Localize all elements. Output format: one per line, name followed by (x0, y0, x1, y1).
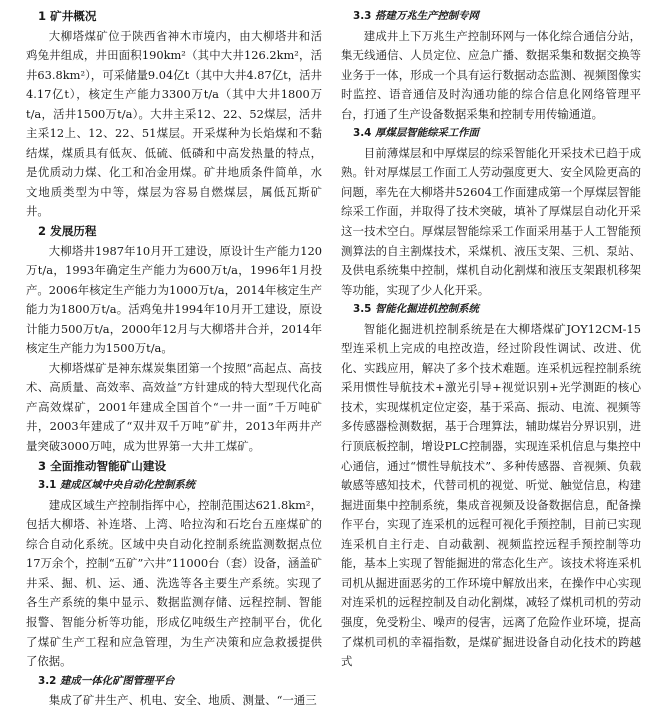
section-2-paragraph-2: 大柳塔煤矿是神东煤炭集团第一个按照“高起点、高技术、高质量、高效率、高效益”方针建成的特大型现代化高产高效煤矿，2001年建成全国首个“一井一面”千万吨矿井，2003年建成了“双井双千万吨”矿井，2013年两井产量突破3000万吨，成为世界第一大井工煤矿。 (26, 360, 322, 454)
section-1-heading: 1 矿井概况 (38, 9, 97, 23)
section-2-paragraph-1: 大柳塔井1987年10月开工建设，原设计生产能力120万t/a，1993年确定生产能力为600万t/a，1996年1月投产。2006年核定生产能力为1000万t/a，2014年核定生产能力为1800万t/a。活鸡兔井1994年10月开工建设，原设计能力500万t/a，2000年12月与大柳塔井合并，2014年核定生产能力为1500万t/a。 (26, 243, 322, 356)
section-2-heading: 2 发展历程 (38, 224, 97, 239)
section-3-4-number: 3.4 (353, 127, 372, 140)
section-3-5-paragraph: 智能化掘进机控制系统是在大柳塔煤矿JOY12CM-15型连采机上完成的电控改造，经过阶段性调试、改进、优化、实践应用，解决了多个技术难题。连采机远程控制系统采用惯性导航技术+激光引导+视觉识别+光学测距的核心技术，实现煤机定位定姿，基于采高、振动、电流、视频等多传感器检测数据，基于合理算法，辅助煤岩分界识别，进行顶底板控制，增设PLC控制器，实现连采机信息与集控中心通信，通过“惯性导航技术”、多种传感器、音视频、负载敏感等感知技术，代替司机的视觉、听觉、触觉信息，构建掘进面集中控制系统，集成音视频及设备数据信息，配备操作平台，实现了连采机的远程可视化手预控制，目前已实现连采机自主行走、自动截割、视频监控远程手预控制等功能，基本上实现了智能掘进的常态化生产。该技术将连采机司机从掘进面恶劣的工作环境中解放出来，在操作中心实现对连采机的远程控制及自动化割煤，减轻了煤机司机的劳动强度，免受粉尘、噪声的侵害，远离了危险作业环境，提高了煤机司机的幸福指数，是煤矿掘进设备自动化技术的跨越式 (341, 321, 641, 669)
section-3-4-title: 厚煤层智能综采工作面 (375, 127, 479, 140)
section-3-2-number: 3.2 (38, 674, 57, 687)
section-3-4-paragraph: 目前薄煤层和中厚煤层的综采智能化开采技术已趋于成熟。针对厚煤层工作面工人劳动强度更大、安全风险更高的问题，率先在大柳塔井52604工作面建成第一个厚煤层智能综采工作面，并取得了技术突破，填补了厚煤层自动化开采这一技术空白。厚煤层智能综采工作面采用基于人工智能预测算法的自主割煤技术，采煤机、液压支架、三机、泵站、及供电系统集中控制，煤机自动化割煤和液压支架跟机移架等功能，实现了少人化开采。 (341, 145, 641, 297)
section-3-5-heading (341, 300, 641, 320)
section-3-1-paragraph: 建成区域生产控制指挥中心，控制范围达621.8km²，包括大柳塔、补连塔、上湾、哈拉沟和石圪台五座煤矿的综合自动化系统。区域中央自动化控制系统监测数据点位17万余个，控制“五矿”六井”11000台（套）设备，涵盖矿井采、掘、机、运、通、洗选等各主要生产系统。实现了各生产系统的集中显示、数据监测存储、远程控制、智能报警、智能分析等功能，形成亿吨级生产控制平台，优化了煤矿生产工程和应急管理，为生产决策和应急救援提供了依据。 (26, 497, 323, 669)
section-3-3-title: 搭建万兆生产控制专网 (375, 10, 479, 22)
section-3-1-number: 3.1 (38, 479, 57, 492)
section-3-1-heading (26, 476, 322, 496)
section-3-3-number: 3.3 (353, 10, 372, 22)
section-3-5-title: 智能化掘进机控制系统 (375, 303, 479, 316)
section-3-5-number: 3.5 (353, 303, 372, 316)
section-3-2-title: 建成一体化矿图管理平台 (60, 674, 175, 687)
left-column (26, 7, 322, 711)
section-3-3-heading (341, 7, 641, 27)
section-3-1-title: 建成区域中央自动化控制系统 (60, 479, 196, 492)
section-1-paragraph: 大柳塔煤矿位于陕西省神木市境内，由大柳塔井和活鸡兔井组成，井田面积190km²（其中大井126.2km²，活井63.8km²），可采储量9.04亿t（其中大井4.87亿t，活井4.17亿t），核定生产能力3300万t/a（其中大井1800万t/a，活井1500万t/a）。大井主采12、22、52煤层，活井主采12上、12、22、51煤层。开采煤种为长焰煤和不黏结煤，煤质具有低灰、低硫、低磷和中高发热量的特点，是优质动力煤、化工和冶金用煤。矿井地质条件简单，水文地质类型为中等，煤层为容易自燃煤层，属低瓦斯矿井。 (26, 28, 322, 219)
section-3-2-heading (26, 672, 322, 692)
section-3-heading: 3 全面推动智能矿山建设 (38, 458, 167, 473)
section-3-3-paragraph: 建成井上下万兆生产控制环网与一体化综合通信分站，集无线通信、人员定位、应急广播、数据采集和数据交换等业务于一体，形成一个具有运行数据动态监测、视频图像实时监控、语音通信及时沟通功能的综合信息化网络管理平台，打通了生产设备数据采集和控制专用传输通道。 (341, 28, 641, 121)
right-column (341, 7, 641, 672)
section-3-4-heading (341, 124, 641, 144)
section-3-2-paragraph: 集成了矿井生产、机电、安全、地质、测量、“一通三 (48, 693, 317, 708)
